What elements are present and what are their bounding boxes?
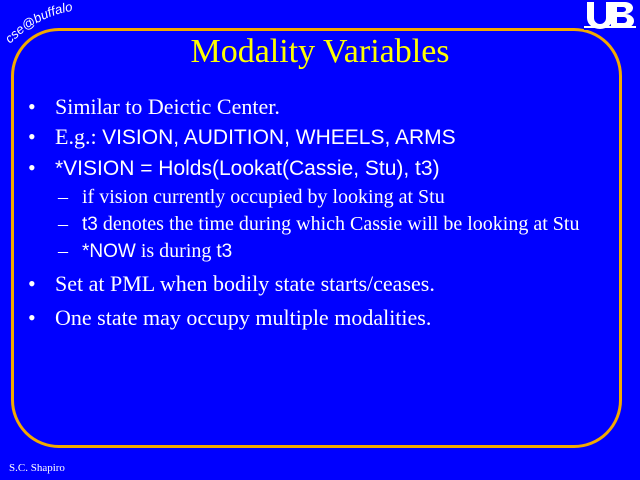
sub-bullet-item [58, 238, 628, 265]
sub-bullet-item [58, 211, 628, 238]
footer-author: S.C. Shapiro [9, 462, 65, 474]
sub-bullet-item [58, 184, 628, 211]
bullet-item [28, 269, 628, 299]
bullet-item [28, 122, 628, 153]
bullet-dot: • [28, 94, 36, 119]
sub-bullet-dash: – [58, 213, 68, 235]
sub-bullet-group [28, 184, 628, 265]
bullet-text: One state may occupy multiple modalities. [55, 305, 432, 330]
bullet-text: *VISION = Holds(Lookat(Cassie, Stu), t3) [55, 157, 440, 180]
bullet-prefix: E.g.: [55, 124, 103, 149]
bullet-item [28, 153, 628, 184]
corner-text: cse@buffalo [1, 0, 74, 47]
bullet-dot: • [28, 305, 36, 330]
sub-bullet-text: is during [135, 240, 217, 262]
sub-bullet-prefix: t3 [82, 214, 98, 235]
bullet-text: VISION, AUDITION, WHEELS, ARMS [102, 126, 456, 149]
sub-bullet-prefix: *NOW [82, 241, 136, 262]
sub-bullet-dash: – [58, 186, 68, 208]
bullet-dot: • [28, 155, 36, 180]
bullet-item [28, 303, 628, 333]
sub-bullet-text: denotes the time during which Cassie will be looking at Stu [97, 213, 580, 235]
ub-logo-icon [584, 0, 636, 30]
sub-bullet-suffix: t3 [216, 241, 233, 262]
bullet-list [28, 92, 628, 333]
bullet-dot: • [28, 124, 36, 149]
slide-title: Modality Variables [190, 33, 450, 70]
bullet-text: Set at PML when bodily state starts/ceases. [55, 271, 435, 296]
bullet-text: Similar to Deictic Center. [55, 94, 280, 119]
sub-bullet-dash: – [58, 240, 68, 262]
sub-bullet-text: if vision currently occupied by looking at Stu [82, 186, 445, 208]
bullet-item [28, 92, 628, 122]
sub-bullet-list [28, 184, 628, 265]
bullet-dot: • [28, 271, 36, 296]
